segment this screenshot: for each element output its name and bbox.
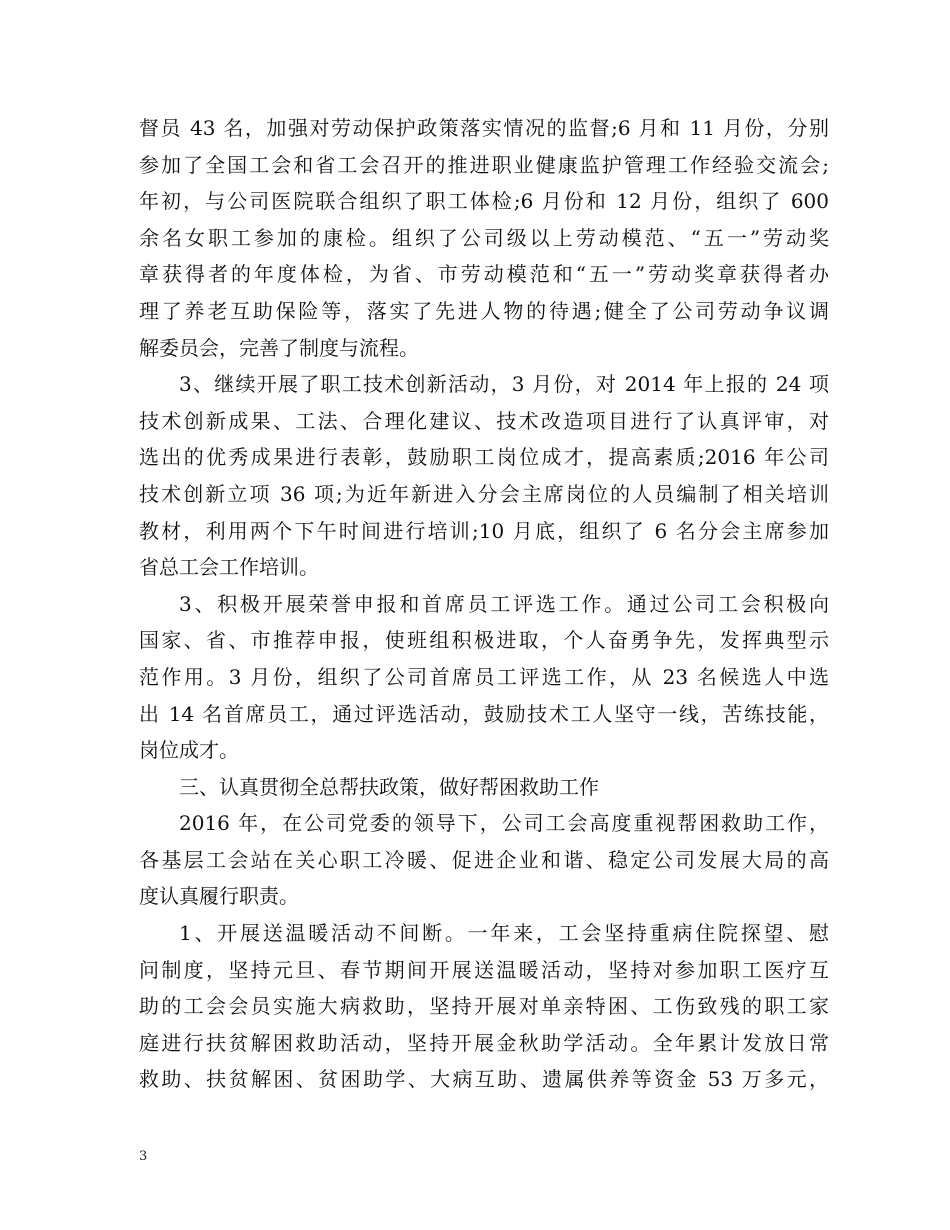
text-line: 参加了全国工会和省工会召开的推进职业健康监护管理工作经验交流会; bbox=[139, 152, 829, 177]
paragraph-first-line: 1、开展送温暖活动不间断。一年来，工会坚持重病住院探望、慰 bbox=[179, 921, 829, 946]
text-line: 教材，利用两个下午时间进行培训;10 月底，组织了 6 名分会主席参加 bbox=[139, 518, 829, 543]
paragraph-first-line: 3、积极开展荣誉申报和首席员工评选工作。通过公司工会积极向 bbox=[179, 591, 829, 616]
text-line: 章获得者的年度体检，为省、市劳动模范和“五一”劳动奖章获得者办 bbox=[139, 262, 829, 287]
text-line: 国家、省、市推荐申报，使班组积极进取，个人奋勇争先，发挥典型示 bbox=[139, 628, 829, 653]
section-heading: 三、认真贯彻全总帮扶政策，做好帮困救助工作 bbox=[179, 774, 599, 799]
page-number: 3 bbox=[139, 1149, 148, 1164]
paragraph-first-line: 2016 年，在公司党委的领导下，公司工会高度重视帮困救助工作， bbox=[179, 811, 829, 836]
text-line: 出 14 名首席员工，通过评选活动，鼓励技术工人坚守一线，苦练技能， bbox=[139, 701, 829, 726]
text-line: 救助、扶贫解困、贫困助学、大病互助、遗属供养等资金 53 万多元， bbox=[139, 1067, 829, 1092]
text-line: 余名女职工参加的康检。组织了公司级以上劳动模范、“五一”劳动奖 bbox=[139, 225, 829, 250]
text-line: 理了养老互助保险等，落实了先进人物的待遇;健全了公司劳动争议调 bbox=[139, 298, 829, 323]
text-line: 技术创新立项 36 项;为近年新进入分会主席岗位的人员编制了相关培训 bbox=[139, 481, 829, 506]
body-text bbox=[139, 110, 829, 1098]
text-line: 庭进行扶贫解困救助活动，坚持开展金秋助学活动。全年累计发放日常 bbox=[139, 1030, 829, 1055]
text-line: 各基层工会站在关心职工冷暖、促进企业和谐、稳定公司发展大局的高 bbox=[139, 847, 829, 872]
text-line: 年初，与公司医院联合组织了职工体检;6 月份和 12 月份，组织了 600 bbox=[139, 189, 829, 214]
paragraph-first-line: 3、继续开展了职工技术创新活动，3 月份，对 2014 年上报的 24 项 bbox=[179, 372, 829, 397]
text-line: 问制度，坚持元旦、春节期间开展送温暖活动，坚持对参加职工医疗互 bbox=[139, 957, 829, 982]
text-line: 范作用。3 月份，组织了公司首席员工评选工作，从 23 名候选人中选 bbox=[139, 664, 829, 689]
text-line: 助的工会会员实施大病救助，坚持开展对单亲特困、工伤致残的职工家 bbox=[139, 994, 829, 1019]
text-line: 解委员会，完善了制度与流程。 bbox=[139, 335, 419, 360]
text-line: 省总工会工作培训。 bbox=[139, 555, 319, 580]
text-line: 技术创新成果、工法、合理化建议、技术改造项目进行了认真评审，对 bbox=[139, 408, 829, 433]
text-line: 督员 43 名，加强对劳动保护政策落实情况的监督;6 月和 11 月份，分别 bbox=[139, 116, 829, 140]
text-line: 度认真履行职责。 bbox=[139, 884, 299, 909]
text-line: 岗位成才。 bbox=[139, 738, 239, 763]
text-line: 选出的优秀成果进行表彰，鼓励职工岗位成才，提高素质;2016 年公司 bbox=[139, 445, 829, 470]
